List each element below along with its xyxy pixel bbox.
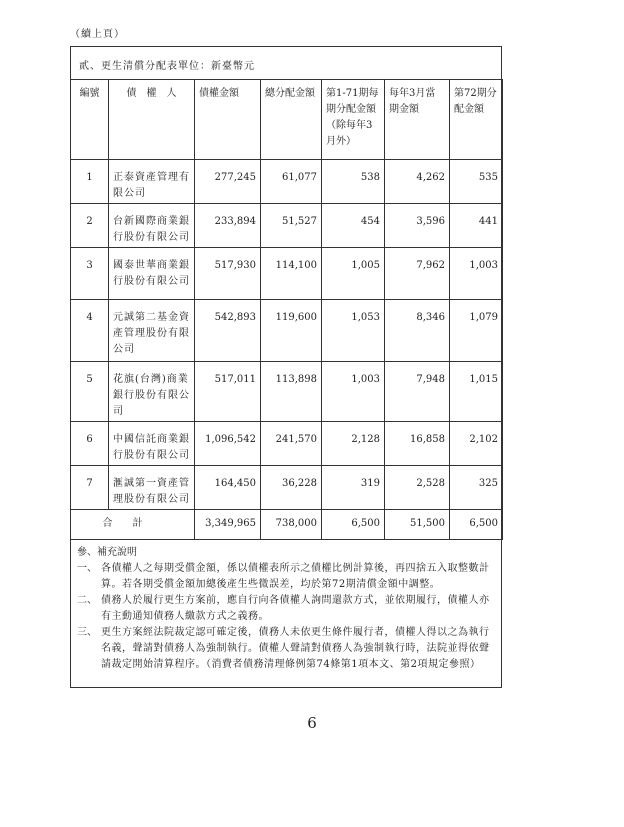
row-p1-71: 319 xyxy=(322,466,385,510)
table-row xyxy=(71,160,503,204)
row-creditor: 正泰資產管理有限公司 xyxy=(109,160,195,204)
note-label: 二、 xyxy=(77,595,97,606)
row-p72: 325 xyxy=(450,466,503,510)
total-label: 合計 xyxy=(71,510,195,540)
row-total: 113,898 xyxy=(261,362,322,422)
row-creditor: 台新國際商業銀行股份有限公司 xyxy=(109,204,195,248)
table-row xyxy=(71,204,503,248)
row-amount: 277,245 xyxy=(195,160,261,204)
table-row xyxy=(71,422,503,466)
row-creditor: 國泰世華商業銀行股份有限公司 xyxy=(109,248,195,300)
header-p1-71: 第1-71期每期分配金額（除每年3月外） xyxy=(322,80,385,160)
header-amount: 債權金額 xyxy=(195,80,261,160)
row-no: 3 xyxy=(71,248,109,300)
row-amount: 1,096,542 xyxy=(195,422,261,466)
total-p1-71: 6,500 xyxy=(322,510,385,540)
row-march: 3,596 xyxy=(385,204,450,248)
continued-label: （續上頁） xyxy=(70,29,125,40)
row-total: 114,100 xyxy=(261,248,322,300)
row-no: 2 xyxy=(71,204,109,248)
total-p72: 6,500 xyxy=(450,510,503,540)
table-header-row xyxy=(71,80,503,160)
note-item xyxy=(77,593,497,625)
table-row xyxy=(71,248,503,300)
row-total: 51,527 xyxy=(261,204,322,248)
row-no: 6 xyxy=(71,422,109,466)
row-p1-71: 1,005 xyxy=(322,248,385,300)
row-no: 1 xyxy=(71,160,109,204)
row-p1-71: 454 xyxy=(322,204,385,248)
row-p72: 1,003 xyxy=(450,248,503,300)
row-total: 119,600 xyxy=(261,300,322,362)
row-amount: 542,893 xyxy=(195,300,261,362)
total-march: 51,500 xyxy=(385,510,450,540)
note-text: 各債權人之每期受償金額，係以債權表所示之債權比例計算後，再四捨五入取整數計算。若各期受償金額加總後產生些微誤差，均於第72期清償金額中調整。 xyxy=(101,563,490,590)
supplementary-notes xyxy=(77,545,497,673)
header-march: 每年3月當期金額 xyxy=(385,80,450,160)
total-row xyxy=(71,510,503,540)
page-number: 6 xyxy=(307,714,317,732)
note-text: 債務人於履行更生方案前，應自行向各債權人詢問還款方式，並依期履行，債權人亦有主動通知債務人繳款方式之義務。 xyxy=(101,595,490,622)
table-row xyxy=(71,466,503,510)
row-amount: 233,894 xyxy=(195,204,261,248)
note-item xyxy=(77,561,497,593)
row-amount: 164,450 xyxy=(195,466,261,510)
allocation-frame xyxy=(70,46,502,688)
row-total: 61,077 xyxy=(261,160,322,204)
row-total: 241,570 xyxy=(261,422,322,466)
row-p1-71: 1,003 xyxy=(322,362,385,422)
row-march: 7,948 xyxy=(385,362,450,422)
row-total: 36,228 xyxy=(261,466,322,510)
row-p72: 1,079 xyxy=(450,300,503,362)
row-creditor: 元誠第二基金資產管理股份有限公司 xyxy=(109,300,195,362)
header-no: 編號 xyxy=(71,80,109,160)
row-march: 16,858 xyxy=(385,422,450,466)
row-p72: 1,015 xyxy=(450,362,503,422)
note-label: 三、 xyxy=(77,627,97,638)
row-no: 7 xyxy=(71,466,109,510)
header-creditor: 債 權 人 xyxy=(109,80,195,160)
row-amount: 517,011 xyxy=(195,362,261,422)
row-creditor: 中國信託商業銀行股份有限公司 xyxy=(109,422,195,466)
row-march: 2,528 xyxy=(385,466,450,510)
allocation-table xyxy=(70,79,503,540)
row-p1-71: 2,128 xyxy=(322,422,385,466)
row-p72: 535 xyxy=(450,160,503,204)
row-p1-71: 538 xyxy=(322,160,385,204)
row-march: 8,346 xyxy=(385,300,450,362)
total-total: 738,000 xyxy=(261,510,322,540)
row-creditor: 滙誠第一資產管理股份有限公司 xyxy=(109,466,195,510)
table-row xyxy=(71,300,503,362)
row-creditor: 花旗(台灣)商業銀行股份有限公司 xyxy=(109,362,195,422)
notes-title: 參、補充說明 xyxy=(77,547,137,558)
table-row xyxy=(71,362,503,422)
header-total: 總分配金額 xyxy=(261,80,322,160)
note-label: 一、 xyxy=(77,563,97,574)
row-march: 4,262 xyxy=(385,160,450,204)
header-p72: 第72期分配金額 xyxy=(450,80,503,160)
row-march: 7,962 xyxy=(385,248,450,300)
row-p72: 2,102 xyxy=(450,422,503,466)
section-title: 貳、更生清償分配表單位：新臺幣元 xyxy=(79,61,255,72)
row-no: 4 xyxy=(71,300,109,362)
row-p1-71: 1,053 xyxy=(322,300,385,362)
row-p72: 441 xyxy=(450,204,503,248)
note-item xyxy=(77,625,497,673)
total-amount: 3,349,965 xyxy=(195,510,261,540)
row-no: 5 xyxy=(71,362,109,422)
row-amount: 517,930 xyxy=(195,248,261,300)
note-text: 更生方案經法院裁定認可確定後，債務人未依更生條件履行者，債權人得以之為執行名義，聲請對債務人為強制執行。債權人聲請對債務人為強制執行時，法院並得依聲請裁定開始清算程序。（消費者債務清理條例第74條第1項本文、第2項規定參照） xyxy=(101,627,490,670)
